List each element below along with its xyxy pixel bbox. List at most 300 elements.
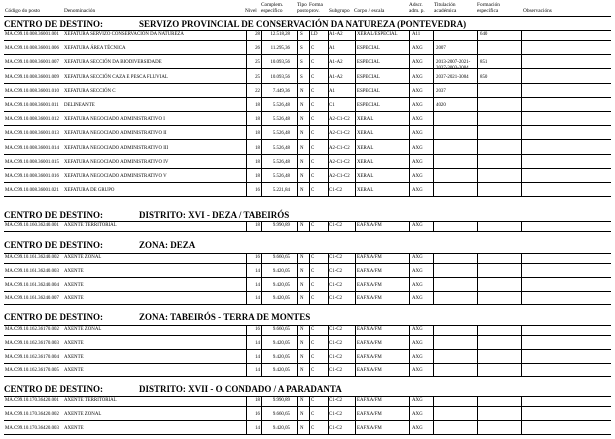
cell-forma: C: [311, 188, 315, 194]
cell-nivel: 16: [255, 255, 260, 260]
cell-corpo: XERAL: [357, 188, 374, 194]
section-label: CENTRO DE DESTINO:: [4, 19, 104, 29]
header-nivel: Nivel: [245, 8, 257, 14]
cell-tipo: N: [300, 411, 304, 417]
cell-subgrupo: C1-C2: [329, 223, 343, 228]
cell-corpo: ESPECIAL: [357, 88, 380, 94]
cell-tipo: N: [300, 223, 304, 228]
cell-comp: 5.526,48: [272, 145, 290, 151]
table-row: [0, 75, 615, 83]
cell-comp: 9.420,05: [272, 296, 290, 302]
cell-adsc: AXG: [412, 174, 423, 179]
cell-corpo: EAFXA/FM: [357, 354, 382, 360]
table-row: [0, 160, 615, 168]
table-row: [0, 269, 615, 277]
cell-code: MA.C99.10.008.36001.013: [5, 131, 59, 137]
column-divider: [355, 31, 356, 196]
cell-code: MA.C99.10.008.36001.014: [5, 145, 59, 151]
cell-code: MA.C99.10.162.36170.003: [5, 340, 59, 346]
cell-forma: C: [311, 103, 315, 108]
cell-name: XEFATURA SECCIÓN DA BIODIVERSIDADE: [64, 60, 162, 66]
cell-comp: 9.660,65: [272, 411, 290, 417]
table-row: [0, 32, 615, 40]
cell-adsc: A11: [412, 32, 421, 37]
row-rule: [4, 263, 611, 264]
cell-forma: C: [311, 255, 315, 260]
column-divider: [521, 31, 522, 196]
cell-comp: 9.420,05: [272, 340, 290, 346]
column-divider: [477, 31, 478, 196]
header-denominacion: Denominación: [64, 8, 96, 14]
row-rule: [4, 231, 611, 232]
cell-name: XEFATURA SERVIZO CONSERVACIÓN DA NATUREZA: [64, 32, 184, 37]
cell-code: MA.C99.10.008.36001.011: [5, 103, 59, 108]
cell-comp: 5.526,48: [272, 159, 290, 165]
cell-nivel: 18: [255, 145, 260, 151]
cell-forma: C: [311, 368, 315, 374]
cell-code: MA.C99.10.008.36001.012: [5, 117, 59, 123]
cell-comp: 5.526,48: [272, 131, 290, 137]
cell-tipo: N: [300, 296, 304, 302]
cell-form: 851: [480, 60, 488, 66]
cell-corpo: ESPECIAL: [357, 74, 380, 80]
cell-adsc: AXG: [412, 131, 423, 137]
cell-corpo: XERAL: [357, 174, 374, 179]
cell-adsc: AXG: [412, 411, 423, 417]
cell-subgrupo: A1: [329, 46, 335, 52]
cell-code: MA.C99.10.162.36170.004: [5, 354, 59, 360]
cell-name: XEFATURA NEGOCIADO ADMINISTRATIVO IV: [64, 159, 169, 165]
cell-adsc: AXG: [412, 255, 423, 260]
cell-code: MA.C99.10.170.36420.003: [5, 425, 59, 431]
cell-subgrupo: A1-A2: [329, 60, 343, 66]
cell-tit: 2037-2021-3004: [436, 74, 469, 80]
section-label: CENTRO DE DESTINO:: [4, 210, 104, 220]
cell-nivel: 14: [255, 425, 260, 431]
header-formacion: Formación específica: [477, 2, 500, 14]
cell-comp: 9.420,05: [272, 268, 290, 274]
header-tipo: Tipo posto: [297, 2, 309, 14]
cell-code: MA.C99.10.170.36420.002: [5, 411, 59, 417]
cell-code: MA.C99.10.161.36240.007: [5, 296, 59, 302]
cell-subgrupo: C1-C2: [329, 255, 343, 260]
cell-corpo: XERAL/ESPECIAL: [357, 32, 398, 37]
cell-nivel: 18: [255, 223, 260, 228]
cell-corpo: XERAL: [357, 159, 374, 165]
row-rule: [4, 363, 611, 364]
cell-tipo: N: [300, 268, 304, 274]
row-rule: [4, 83, 611, 84]
table-row: [0, 355, 615, 363]
cell-tipo: N: [300, 103, 304, 108]
cell-name: AXENTE: [64, 340, 84, 346]
table-row: [0, 426, 615, 434]
cell-corpo: ESPECIAL: [357, 103, 380, 108]
cell-nivel: 16: [255, 327, 260, 332]
cell-nivel: 14: [255, 368, 260, 374]
cell-forma: C: [311, 74, 315, 80]
section-label: CENTRO DE DESTINO:: [4, 240, 104, 250]
cell-tipo: N: [300, 174, 304, 179]
cell-tipo: S: [300, 32, 303, 37]
cell-form: 640: [480, 32, 488, 37]
row-rule: [4, 376, 611, 377]
cell-adsc: AXG: [412, 60, 423, 66]
cell-adsc: AXG: [412, 425, 423, 431]
cell-tipo: N: [300, 398, 304, 403]
cell-forma: C: [311, 425, 315, 431]
table-row: [0, 174, 615, 182]
cell-code: MA.C99.10.008.36001.016: [5, 174, 59, 179]
table-row: [0, 89, 615, 97]
cell-code: MA.C99.10.008.36001.006: [5, 46, 59, 52]
cell-forma: C: [311, 223, 315, 228]
cell-comp: 9.420,05: [272, 425, 290, 431]
cell-nivel: 14: [255, 296, 260, 302]
row-rule: [4, 291, 611, 292]
cell-corpo: EAFXA/FM: [357, 425, 382, 431]
cell-name: AXENTE ZONAL: [64, 327, 102, 332]
cell-tipo: N: [300, 145, 304, 151]
cell-nivel: 25: [255, 74, 260, 80]
cell-tipo: N: [300, 340, 304, 346]
cell-adsc: AXG: [412, 159, 423, 165]
cell-adsc: AXG: [412, 354, 423, 360]
cell-code: MA.C99.10.161.36240.004: [5, 282, 59, 288]
cell-nivel: 22: [255, 88, 260, 94]
section-heading: [4, 240, 611, 251]
table-row: [0, 188, 615, 196]
cell-comp: 9.660,65: [272, 327, 290, 332]
table-row: [0, 341, 615, 349]
cell-tipo: N: [300, 327, 304, 332]
cell-subgrupo: A1-A2: [329, 74, 343, 80]
cell-corpo: EAFXA/FM: [357, 296, 382, 302]
cell-nivel: 28: [255, 32, 260, 37]
column-divider: [328, 31, 329, 196]
column-divider: [433, 31, 434, 196]
cell-nivel: 25: [255, 60, 260, 66]
section-name: SERVIZO PROVINCIAL DE CONSERVACIÓN DA NATUREZA (PONTEVEDRA): [139, 19, 467, 29]
cell-comp: 9.420,05: [272, 282, 290, 288]
table-row: [0, 60, 615, 71]
cell-forma: C: [311, 268, 315, 274]
cell-corpo: EAFXA/FM: [357, 411, 382, 417]
cell-subgrupo: A1: [329, 88, 335, 94]
cell-corpo: EAFXA/FM: [357, 255, 382, 260]
cell-adsc: AXG: [412, 368, 423, 374]
cell-comp: 7.449,36: [272, 88, 290, 94]
cell-subgrupo: A2-C1-C2: [329, 117, 350, 123]
column-divider: [309, 31, 310, 196]
cell-forma: C: [311, 60, 315, 66]
cell-adsc: AXG: [412, 103, 423, 108]
header-codigo: Código do posto: [5, 8, 41, 14]
row-rule: [4, 434, 611, 435]
cell-forma: C: [311, 159, 315, 165]
row-rule: [4, 304, 611, 305]
section-heading: [4, 19, 611, 30]
header-adscrip: Adscr. adm. p.: [409, 2, 425, 14]
cell-form: 850: [480, 74, 488, 80]
section-name: ZONA: DEZA: [139, 240, 196, 250]
cell-subgrupo: C1-C2: [329, 368, 343, 374]
section-name: ZONA: TABEIRÓS - TERRA DE MONTES: [139, 312, 311, 322]
cell-code: MA.C99.10.008.36001.021: [5, 188, 59, 194]
cell-nivel: 16: [255, 188, 260, 194]
cell-forma: C: [311, 327, 315, 332]
cell-nivel: 18: [255, 174, 260, 179]
cell-tit: 2013-2007-2021- 2037-3003-3004: [436, 60, 471, 71]
cell-corpo: EAFXA/FM: [357, 268, 382, 274]
cell-tipo: N: [300, 425, 304, 431]
cell-nivel: 14: [255, 268, 260, 274]
cell-comp: 5.221,84: [272, 188, 290, 194]
cell-comp: 9.990,89: [272, 223, 290, 228]
cell-name: AXENTE ZONAL: [64, 255, 102, 260]
cell-nivel: 18: [255, 398, 260, 403]
cell-adsc: AXG: [412, 340, 423, 346]
section-heading: [4, 210, 611, 221]
cell-code: MA.C99.10.162.36170.002: [5, 327, 59, 332]
cell-nivel: 14: [255, 282, 260, 288]
cell-name: XEFATURA NEGOCIADO ADMINISTRATIVO III: [64, 145, 169, 151]
cell-nivel: 16: [255, 411, 260, 417]
cell-comp: 9.990,89: [272, 398, 290, 403]
column-divider: [261, 31, 262, 196]
row-rule: [4, 349, 611, 350]
cell-comp: 10.093,56: [270, 60, 290, 66]
cell-forma: C: [311, 340, 315, 346]
header-complemento: Complem. específico: [261, 2, 284, 14]
table-row: [0, 103, 615, 111]
cell-subgrupo: A2-C1-C2: [329, 145, 350, 151]
cell-forma: C: [311, 117, 315, 123]
column-divider: [409, 31, 410, 196]
cell-forma: C: [311, 131, 315, 137]
cell-tipo: N: [300, 282, 304, 288]
cell-subgrupo: A2-C1-C2: [329, 174, 350, 179]
row-rule: [4, 420, 611, 421]
row-rule: [4, 154, 611, 155]
cell-corpo: XERAL: [357, 131, 374, 137]
cell-tipo: N: [300, 117, 304, 123]
cell-tipo: N: [300, 88, 304, 94]
cell-subgrupo: A2-C1-C2: [329, 131, 350, 137]
cell-subgrupo: C1-C2: [329, 340, 343, 346]
cell-corpo: ESPECIAL: [357, 46, 380, 52]
section-label: CENTRO DE DESTINO:: [4, 312, 104, 322]
cell-adsc: AXG: [412, 398, 423, 403]
cell-forma: C: [311, 174, 315, 179]
cell-name: AXENTE: [64, 425, 84, 431]
cell-name: XEFATURA SECCIÓN C: [64, 88, 116, 94]
cell-name: XEFATURA ÁREA TÉCNICA: [64, 46, 126, 52]
cell-subgrupo: C1-C2: [329, 188, 343, 194]
row-rule: [4, 168, 611, 169]
cell-subgrupo: C1-C2: [329, 268, 343, 274]
header-observacions: Observacións: [523, 8, 552, 14]
section-label: CENTRO DE DESTINO:: [4, 384, 104, 394]
cell-subgrupo: C1-C2: [329, 296, 343, 302]
cell-comp: 5.526,48: [272, 174, 290, 179]
cell-tipo: S: [300, 60, 303, 66]
cell-comp: 9.660,65: [272, 255, 290, 260]
cell-comp: 5.526,48: [272, 103, 290, 108]
header-forma: Forma prov.: [309, 2, 323, 14]
cell-corpo: EAFXA/FM: [357, 282, 382, 288]
cell-tipo: N: [300, 255, 304, 260]
cell-tit: 2037: [436, 88, 446, 94]
cell-adsc: AXG: [412, 296, 423, 302]
cell-name: XEFATURA DE GRUPO: [64, 188, 115, 194]
cell-forma: C: [311, 88, 315, 94]
cell-code: MA.C99.10.170.36420.001: [5, 398, 59, 403]
section-rule: [4, 253, 611, 254]
cell-nivel: 14: [255, 354, 260, 360]
row-rule: [4, 111, 611, 112]
cell-nivel: 18: [255, 117, 260, 123]
cell-name: XEFATURA NEGOCIADO ADMINISTRATIVO II: [64, 131, 167, 137]
cell-nivel: 26: [255, 46, 260, 52]
cell-name: AXENTE TERRITORIAL: [64, 223, 117, 228]
cell-comp: 9.420,05: [272, 368, 290, 374]
column-divider: [246, 31, 247, 196]
cell-forma: C: [311, 145, 315, 151]
cell-name: AXENTE: [64, 354, 84, 360]
section-rule: [4, 30, 611, 31]
section-rule: [4, 221, 611, 222]
cell-adsc: AXG: [412, 188, 423, 194]
cell-corpo: EAFXA/FM: [357, 223, 382, 228]
table-row: [0, 368, 615, 376]
header-rule: [4, 16, 611, 17]
row-rule: [4, 68, 611, 69]
cell-tipo: N: [300, 368, 304, 374]
cell-adsc: AXG: [412, 268, 423, 274]
cell-nivel: 14: [255, 340, 260, 346]
row-rule: [4, 40, 611, 41]
table-header: [0, 0, 615, 16]
section-heading: [4, 312, 611, 323]
cell-tipo: N: [300, 159, 304, 165]
cell-subgrupo: C1-C2: [329, 411, 343, 417]
cell-code: MA.C99.10.161.36240.003: [5, 268, 59, 274]
row-rule: [4, 97, 611, 98]
cell-corpo: ESPECIAL: [357, 60, 380, 66]
cell-forma: C: [311, 398, 315, 403]
table-row: [0, 131, 615, 139]
cell-name: AXENTE: [64, 368, 84, 374]
cell-code: MA.C99.10.160.36240.001: [5, 223, 59, 228]
cell-comp: 11.295,36: [270, 46, 290, 52]
table-row: [0, 412, 615, 420]
cell-corpo: XERAL: [357, 145, 374, 151]
cell-name: DELINEANTE: [64, 103, 95, 108]
cell-code: MA.C99.10.008.36001.015: [5, 159, 59, 165]
cell-name: XEFATURA SECCIÓN CAZA E PESCA FLUVIAL: [64, 74, 168, 80]
table-row: [0, 223, 615, 231]
cell-adsc: AXG: [412, 327, 423, 332]
cell-forma: C: [311, 46, 315, 52]
section-rule: [4, 396, 611, 397]
cell-tipo: N: [300, 354, 304, 360]
column-divider: [297, 31, 298, 196]
cell-subgrupo: C1-C2: [329, 354, 343, 360]
cell-adsc: AXG: [412, 117, 423, 123]
cell-code: MA.C99.10.008.36001.009: [5, 74, 59, 80]
row-rule: [4, 335, 611, 336]
cell-tipo: N: [300, 131, 304, 137]
cell-corpo: EAFXA/FM: [357, 340, 382, 346]
cell-code: MA.C99.10.008.36001.010: [5, 88, 59, 94]
table-row: [0, 117, 615, 125]
cell-code: MA.C99.10.008.36001.001: [5, 32, 59, 37]
table-row: [0, 46, 615, 54]
table-row: [0, 255, 615, 263]
cell-nivel: 18: [255, 159, 260, 165]
row-rule: [4, 406, 611, 407]
table-row: [0, 146, 615, 154]
cell-name: AXENTE ZONAL: [64, 411, 102, 417]
header-subgrupo: Subgrupo: [329, 8, 350, 14]
cell-forma: C: [311, 282, 315, 288]
row-rule: [4, 139, 611, 140]
cell-name: AXENTE: [64, 282, 84, 288]
cell-subgrupo: A1-A2: [329, 32, 343, 37]
section-heading: [4, 384, 611, 395]
cell-name: AXENTE: [64, 296, 84, 302]
cell-adsc: AXG: [412, 223, 423, 228]
row-rule: [4, 196, 611, 197]
cell-tipo: N: [300, 188, 304, 194]
cell-subgrupo: C1: [329, 103, 335, 108]
section-name: DISTRITO: XVI - DEZA / TABEIRÓS: [139, 210, 290, 220]
row-rule: [4, 277, 611, 278]
header-corpo: Corpo / escala: [354, 8, 385, 14]
row-rule: [4, 125, 611, 126]
cell-adsc: AXG: [412, 282, 423, 288]
section-name: DISTRITO: XVII - O CONDADO / A PARADANTA: [139, 384, 342, 394]
cell-comp: 12.518,28: [270, 32, 290, 37]
cell-subgrupo: C1-C2: [329, 425, 343, 431]
cell-tit: 4020: [436, 103, 446, 108]
table-row: [0, 283, 615, 291]
cell-name: XEFATURA NEGOCIADO ADMINISTRATIVO I: [64, 117, 165, 123]
cell-forma: C: [311, 411, 315, 417]
table-row: [0, 398, 615, 406]
cell-code: MA.C99.10.008.36001.007: [5, 60, 59, 66]
row-rule: [4, 54, 611, 55]
cell-subgrupo: C1-C2: [329, 327, 343, 332]
cell-corpo: XERAL: [357, 117, 374, 123]
cell-subgrupo: C1-C2: [329, 282, 343, 288]
cell-adsc: AXG: [412, 145, 423, 151]
cell-forma: LD: [311, 32, 318, 37]
cell-name: AXENTE: [64, 268, 84, 274]
cell-forma: C: [311, 354, 315, 360]
cell-adsc: AXG: [412, 74, 423, 80]
cell-name: AXENTE TERRITORIAL: [64, 398, 117, 403]
header-titulacion: Titulación académica: [434, 2, 457, 14]
table-row: [0, 296, 615, 304]
cell-corpo: EAFXA/FM: [357, 368, 382, 374]
cell-comp: 10.093,56: [270, 74, 290, 80]
cell-comp: 5.526,48: [272, 117, 290, 123]
cell-tit: 2007: [436, 46, 446, 52]
cell-code: MA.C99.10.161.36240.002: [5, 255, 59, 260]
cell-subgrupo: A2-C1-C2: [329, 159, 350, 165]
